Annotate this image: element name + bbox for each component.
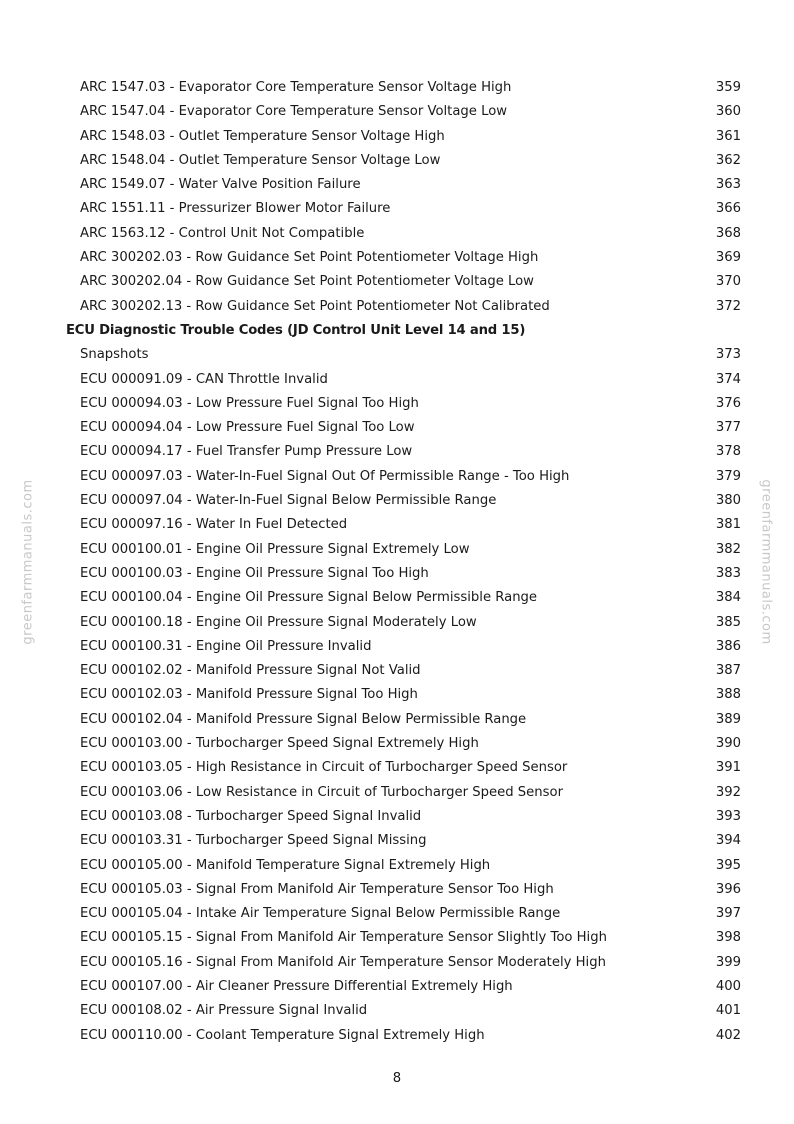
toc-entry-page: 388 [715,687,741,703]
toc-entry-page: 397 [715,906,741,922]
toc-entry-page: 389 [715,711,741,727]
toc-entry-page: 399 [715,954,741,970]
toc-entry [0,513,794,537]
toc-entry [0,76,794,100]
toc-entry [0,926,794,950]
toc-entry-page: 366 [715,201,741,217]
toc-section-heading [0,319,794,343]
toc-entry-title: ARC 1548.03 - Outlet Temperature Sensor Voltage High [80,128,445,144]
toc-entry-page: 379 [715,468,741,484]
toc-entry [0,368,794,392]
toc-entry-page: 390 [715,736,741,752]
toc-entry [0,392,794,416]
toc-entry-page: 393 [715,808,741,824]
toc-entry-title: Snapshots [80,347,149,363]
toc-entry-title: ECU 000100.31 - Engine Oil Pressure Invalid [80,638,372,654]
toc-entry-title: ARC 1547.03 - Evaporator Core Temperature Sensor Voltage High [80,80,512,95]
toc-entry-title: ECU 000097.03 - Water-In-Fuel Signal Out Of Permissible Range - Too High [80,468,570,484]
toc-entry [0,489,794,513]
toc-entry [0,416,794,440]
toc-entry-page: 362 [715,152,741,168]
toc-entry-title: ARC 1547.04 - Evaporator Core Temperature Sensor Voltage Low [80,104,508,120]
toc-entry-page: 361 [715,128,741,144]
toc-entry-page: 377 [715,420,741,436]
toc-entry-page: 394 [715,833,741,849]
toc-entry-title: ECU Diagnostic Trouble Codes (JD Control Unit Level 14 and 15) [66,322,526,338]
toc-entry [0,829,794,853]
table-of-contents [0,76,794,1048]
toc-entry [0,1024,794,1048]
toc-entry-title: ECU 000105.00 - Manifold Temperature Signal Extremely High [80,857,491,873]
toc-entry-page: 381 [715,517,741,533]
toc-entry-title: ARC 1548.04 - Outlet Temperature Sensor Voltage Low [80,152,441,168]
toc-entry [0,878,794,902]
toc-entry [0,659,794,683]
toc-entry-title: ECU 000103.08 - Turbocharger Speed Signal Invalid [80,808,422,824]
toc-entry-page: 398 [715,930,741,946]
toc-entry-title: ECU 000105.03 - Signal From Manifold Air Temperature Sensor Too High [80,881,554,897]
toc-entry [0,586,794,610]
watermark-right: greenfarmmanuals.com [758,479,774,645]
toc-entry-page: 384 [715,590,741,606]
toc-entry-page: 376 [715,395,741,411]
toc-entry-page: 383 [715,565,741,581]
toc-entry [0,756,794,780]
toc-entry-page: 401 [715,1003,741,1019]
toc-entry-page: 385 [715,614,741,630]
toc-entry-title: ARC 300202.04 - Row Guidance Set Point Potentiometer Voltage Low [80,274,534,290]
toc-entry-title: ECU 000105.04 - Intake Air Temperature Signal Below Permissible Range [80,906,561,922]
toc-entry-page: 396 [715,881,741,897]
toc-entry-page: 400 [715,978,741,994]
toc-entry-page: 392 [715,784,741,800]
toc-entry-title: ECU 000102.03 - Manifold Pressure Signal Too High [80,687,418,703]
toc-entry-title: ECU 000091.09 - CAN Throttle Invalid [80,371,328,387]
toc-entry-page: 402 [715,1027,741,1043]
toc-entry-title: ECU 000103.05 - High Resistance in Circuit of Turbocharger Speed Sensor [80,760,568,776]
toc-entry-title: ECU 000100.03 - Engine Oil Pressure Signal Too High [80,565,429,581]
toc-entry-title: ECU 000108.02 - Air Pressure Signal Invalid [80,1003,368,1019]
toc-entry-page: 359 [715,80,741,95]
toc-entry-title: ECU 000102.02 - Manifold Pressure Signal Not Valid [80,663,421,679]
toc-entry [0,708,794,732]
toc-entry [0,538,794,562]
toc-entry-title: ECU 000102.04 - Manifold Pressure Signal Below Permissible Range [80,711,527,727]
toc-entry [0,902,794,926]
toc-entry-page: 363 [715,177,741,193]
toc-entry-page: 372 [715,298,741,314]
toc-entry-title: ECU 000094.03 - Low Pressure Fuel Signal Too High [80,395,419,411]
toc-entry [0,295,794,319]
toc-entry-page: 387 [715,663,741,679]
toc-entry [0,975,794,999]
toc-entry [0,635,794,659]
toc-entry-title: ECU 000094.17 - Fuel Transfer Pump Pressure Low [80,444,413,460]
toc-entry-title: ARC 1563.12 - Control Unit Not Compatible [80,225,365,241]
toc-entry [0,100,794,124]
toc-entry-title: ECU 000100.01 - Engine Oil Pressure Signal Extremely Low [80,541,470,557]
toc-entry [0,440,794,464]
toc-entry [0,197,794,221]
toc-entry-page: 378 [715,444,741,460]
toc-entry [0,854,794,878]
toc-entry-title: ARC 300202.03 - Row Guidance Set Point Potentiometer Voltage High [80,250,539,266]
toc-entry [0,611,794,635]
toc-entry [0,125,794,149]
toc-entry-page: 368 [715,225,741,241]
toc-entry-page: 373 [715,347,741,363]
toc-entry-title: ECU 000107.00 - Air Cleaner Pressure Differential Extremely High [80,978,513,994]
toc-entry [0,781,794,805]
toc-entry [0,805,794,829]
toc-entry-title: ECU 000094.04 - Low Pressure Fuel Signal Too Low [80,420,415,436]
toc-entry-title: ECU 000097.04 - Water-In-Fuel Signal Below Permissible Range [80,493,497,509]
toc-entry-page: 370 [715,274,741,290]
toc-entry-title: ARC 1549.07 - Water Valve Position Failure [80,177,361,193]
toc-entry-title: ECU 000105.15 - Signal From Manifold Air Temperature Sensor Slightly Too High [80,930,607,946]
toc-entry [0,562,794,586]
toc-entry [0,173,794,197]
toc-entry-title: ECU 000103.06 - Low Resistance in Circuit of Turbocharger Speed Sensor [80,784,563,800]
toc-entry-title: ECU 000097.16 - Water In Fuel Detected [80,517,348,533]
toc-entry-title: ECU 000103.00 - Turbocharger Speed Signal Extremely High [80,736,479,752]
watermark-left: greenfarmmanuals.com [20,479,36,645]
toc-entry-page: 369 [715,250,741,266]
toc-entry [0,270,794,294]
toc-entry-title: ECU 000110.00 - Coolant Temperature Signal Extremely High [80,1027,485,1043]
toc-entry-title: ECU 000100.04 - Engine Oil Pressure Signal Below Permissible Range [80,590,538,606]
page-number: 8 [392,1071,402,1086]
toc-entry [0,246,794,270]
toc-entry-page: 360 [715,104,741,120]
toc-entry-page: 382 [715,541,741,557]
toc-entry [0,951,794,975]
toc-entry-title: ECU 000103.31 - Turbocharger Speed Signal Missing [80,833,427,849]
toc-entry [0,732,794,756]
toc-entry-title: ECU 000100.18 - Engine Oil Pressure Signal Moderately Low [80,614,477,630]
toc-entry-page: 374 [715,371,741,387]
toc-entry-title: ARC 300202.13 - Row Guidance Set Point Potentiometer Not Calibrated [80,298,550,314]
toc-entry-page: 395 [715,857,741,873]
toc-entry-title: ARC 1551.11 - Pressurizer Blower Motor Failure [80,201,391,217]
toc-entry [0,149,794,173]
toc-entry-page: 391 [715,760,741,776]
toc-entry-page: 386 [715,638,741,654]
toc-entry [0,465,794,489]
toc-entry [0,683,794,707]
toc-entry [0,999,794,1023]
toc-entry-page: 380 [715,493,741,509]
toc-entry [0,343,794,367]
toc-entry-title: ECU 000105.16 - Signal From Manifold Air Temperature Sensor Moderately High [80,954,606,970]
toc-entry [0,222,794,246]
